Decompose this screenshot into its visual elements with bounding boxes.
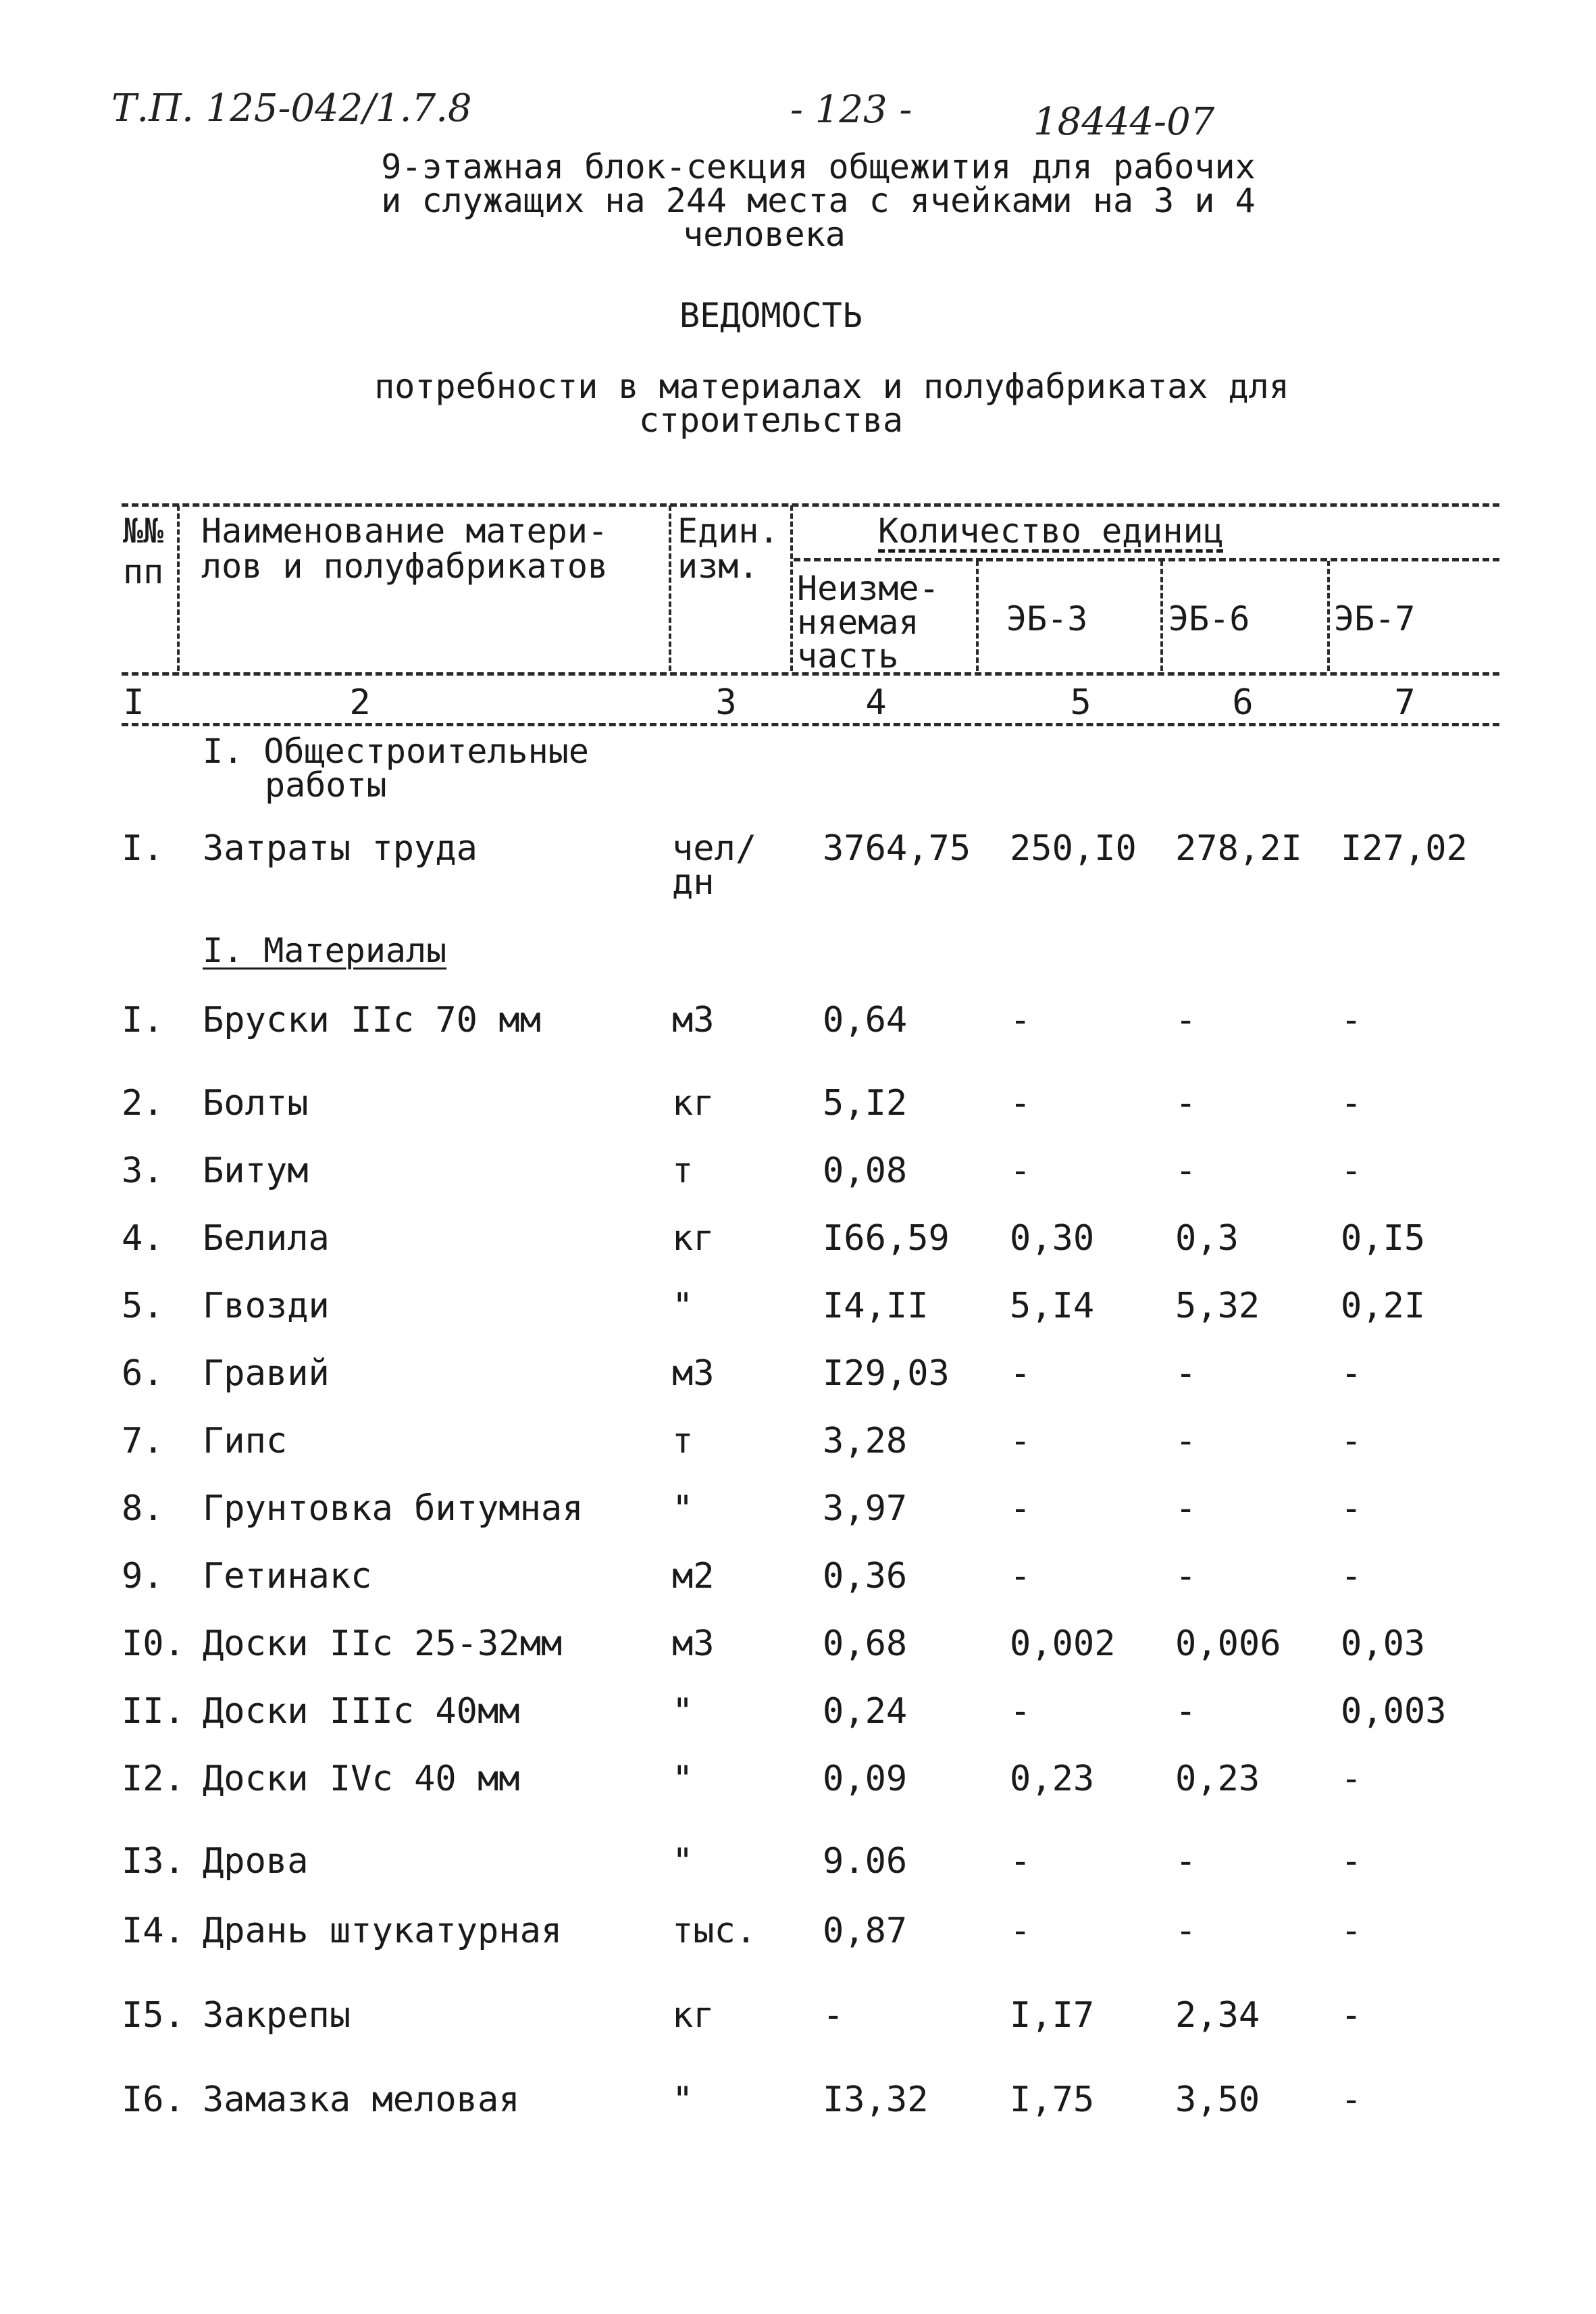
header-bottom-rule [122, 672, 1499, 676]
header-col4-line-1: Неизме- [797, 569, 939, 608]
row-number: I2. [122, 1759, 185, 1799]
row-value-eb3: I,75 [1010, 2080, 1095, 2120]
labor-row-unit-line-2: дн [672, 862, 715, 903]
row-value-eb7: - [1341, 1911, 1362, 1951]
row-value-eb7: - [1341, 2080, 1362, 2120]
row-number: 5. [122, 1286, 164, 1326]
column-number-5: 5 [1070, 682, 1091, 723]
header-col6-eb6: ЭБ-6 [1168, 599, 1250, 638]
header-num-line-2: пп [123, 552, 164, 591]
row-number: I4. [122, 1911, 185, 1951]
header-unit-line-1: Един. [677, 511, 779, 551]
row-value-fixed: 9.06 [823, 1841, 908, 1882]
row-value-fixed: I3,32 [823, 2080, 929, 2120]
row-value-eb3: - [1010, 1556, 1031, 1596]
row-material-name: Доски IIс 25-32мм [203, 1624, 563, 1664]
row-value-eb3: - [1010, 1421, 1031, 1461]
row-value-eb3: 0,30 [1010, 1218, 1095, 1259]
column-numbers-rule [122, 723, 1499, 726]
row-value-fixed: 0,68 [823, 1624, 908, 1664]
row-unit: м2 [672, 1556, 715, 1596]
labor-row-value-eb7: I27,02 [1341, 828, 1468, 869]
row-value-eb6: - [1175, 1151, 1197, 1191]
row-value-eb6: 0,23 [1175, 1759, 1260, 1799]
header-col-divider-1 [177, 505, 180, 671]
row-material-name: Гипс [203, 1421, 288, 1461]
row-material-name: Гвозди [203, 1286, 330, 1326]
row-unit: " [672, 2080, 694, 2120]
row-unit: " [672, 1841, 694, 1882]
row-number: I0. [122, 1624, 185, 1664]
row-value-eb3: - [1010, 1488, 1031, 1529]
header-quantity-group: Количество единиц [878, 511, 1224, 551]
row-value-eb7: - [1341, 1759, 1362, 1799]
labor-row-value-eb6: 278,2I [1175, 828, 1302, 869]
header-name-line-2: лов и полуфабрикатов [201, 547, 609, 586]
subtitle-line-1: потребности в материалах и полуфабрикатах для [374, 367, 1289, 406]
row-value-eb6: - [1175, 1556, 1197, 1596]
row-material-name: Доски IVс 40 мм [203, 1759, 520, 1799]
row-value-fixed: 3,97 [823, 1488, 908, 1529]
heading-line-1: 9-этажная блок-секция общежития для рабочих [381, 147, 1256, 186]
row-value-eb3: I,I7 [1010, 1995, 1095, 2036]
row-number: 9. [122, 1556, 164, 1596]
heading-line-3: человека [683, 215, 846, 254]
labor-row-value-fixed: 3764,75 [823, 828, 971, 869]
row-number: II. [122, 1691, 185, 1732]
row-value-eb3: - [1010, 1353, 1031, 1394]
row-value-eb6: - [1175, 1911, 1197, 1951]
row-unit: " [672, 1488, 694, 1529]
row-material-name: Гравий [203, 1353, 330, 1394]
row-value-eb6: - [1175, 1083, 1197, 1124]
row-value-eb7: - [1341, 1000, 1362, 1040]
row-value-eb7: - [1341, 1421, 1362, 1461]
row-unit: т [672, 1151, 694, 1191]
row-unit: кг [672, 1218, 715, 1259]
row-value-eb3: - [1010, 1691, 1031, 1732]
row-number: 2. [122, 1083, 164, 1124]
row-value-eb3: - [1010, 1911, 1031, 1951]
row-number: 7. [122, 1421, 164, 1461]
row-value-eb3: 0,23 [1010, 1759, 1095, 1799]
row-number: I5. [122, 1995, 185, 2036]
row-unit: " [672, 1286, 694, 1326]
row-value-eb6: 3,50 [1175, 2080, 1260, 2120]
row-unit: кг [672, 1083, 715, 1124]
subtitle-line-2: строительства [638, 401, 904, 440]
row-value-eb3: - [1010, 1083, 1031, 1124]
section-materials: I. Материалы [203, 931, 447, 970]
row-value-eb7: 0,003 [1341, 1691, 1447, 1732]
header-col-divider-4 [976, 561, 979, 671]
document-title: ВЕДОМОСТЬ [679, 296, 863, 335]
row-value-eb3: - [1010, 1151, 1031, 1191]
row-value-eb6: - [1175, 1841, 1197, 1882]
section-general-works-line-1: I. Общестроительные [203, 732, 589, 771]
row-material-name: Болты [203, 1083, 309, 1124]
column-number-1: I [123, 682, 145, 723]
row-value-fixed: - [823, 1995, 844, 2036]
header-col5-eb3: ЭБ-3 [1006, 599, 1088, 638]
row-number: 8. [122, 1488, 164, 1529]
row-value-eb3: - [1010, 1000, 1031, 1040]
header-col4-line-3: часть [797, 636, 899, 676]
row-number: I6. [122, 2080, 185, 2120]
row-value-eb6: - [1175, 1691, 1197, 1732]
row-unit: м3 [672, 1353, 715, 1394]
row-unit: " [672, 1691, 694, 1732]
row-value-eb6: 0,3 [1175, 1218, 1239, 1259]
header-col-divider-5 [1160, 561, 1163, 671]
column-number-7: 7 [1394, 682, 1416, 723]
registration-number-mark: 18444-07 [1033, 100, 1215, 144]
row-number: 6. [122, 1353, 164, 1394]
row-number: I. [122, 1000, 164, 1040]
row-value-eb7: 0,03 [1341, 1624, 1426, 1664]
row-unit: м3 [672, 1624, 715, 1664]
row-value-fixed: I29,03 [823, 1353, 950, 1394]
row-material-name: Битум [203, 1151, 309, 1191]
row-value-fixed: I66,59 [823, 1218, 950, 1259]
row-unit: кг [672, 1995, 715, 2036]
row-value-eb6: 0,006 [1175, 1624, 1281, 1664]
column-number-3: 3 [715, 682, 737, 723]
row-value-fixed: 0,87 [823, 1911, 908, 1951]
row-value-fixed: 0,08 [823, 1151, 908, 1191]
header-name-line-1: Наименование матери- [201, 511, 609, 551]
row-unit: тыс. [672, 1911, 757, 1951]
header-top-rule [122, 503, 1499, 507]
row-value-fixed: I4,II [823, 1286, 929, 1326]
row-value-fixed: 0,36 [823, 1556, 908, 1596]
row-number: 3. [122, 1151, 164, 1191]
column-number-2: 2 [349, 682, 371, 723]
row-value-eb3: 5,I4 [1010, 1286, 1095, 1326]
column-number-4: 4 [865, 682, 887, 723]
row-unit: м3 [672, 1000, 715, 1040]
labor-row-number: I. [122, 828, 164, 869]
row-value-eb3: - [1010, 1841, 1031, 1882]
labor-row-value-eb3: 250,I0 [1010, 828, 1137, 869]
heading-line-2: и служащих на 244 места с ячейками на 3 и 4 [381, 181, 1256, 220]
row-value-eb7: - [1341, 1556, 1362, 1596]
header-col4-line-2: няемая [797, 603, 919, 642]
labor-row-unit-line-1: чел/ [672, 828, 757, 869]
document-code-mark: Т.П. 125-042/1.7.8 [111, 86, 472, 130]
page-number-mark: - 123 - [790, 88, 912, 132]
row-material-name: Грунтовка битумная [203, 1488, 584, 1529]
header-num-line-1: №№ [123, 511, 164, 551]
row-material-name: Гетинакс [203, 1556, 372, 1596]
row-value-fixed: 3,28 [823, 1421, 908, 1461]
row-number: I3. [122, 1841, 185, 1882]
row-material-name: Дрань штукатурная [203, 1911, 563, 1951]
row-value-eb6: - [1175, 1353, 1197, 1394]
row-number: 4. [122, 1218, 164, 1259]
row-value-fixed: 0,09 [823, 1759, 908, 1799]
row-material-name: Закрепы [203, 1995, 351, 2036]
row-value-eb7: - [1341, 1151, 1362, 1191]
row-value-eb3: 0,002 [1010, 1624, 1116, 1664]
row-unit: т [672, 1421, 694, 1461]
row-value-fixed: 0,64 [823, 1000, 908, 1040]
row-material-name: Дрова [203, 1841, 309, 1882]
row-value-eb6: 5,32 [1175, 1286, 1260, 1326]
row-value-fixed: 0,24 [823, 1691, 908, 1732]
header-col-divider-3 [790, 505, 793, 671]
row-unit: " [672, 1759, 694, 1799]
row-value-eb7: - [1341, 1353, 1362, 1394]
row-value-eb6: - [1175, 1000, 1197, 1040]
row-value-eb7: 0,2I [1341, 1286, 1426, 1326]
header-col-divider-2 [669, 505, 671, 671]
column-number-6: 6 [1232, 682, 1254, 723]
row-value-eb6: 2,34 [1175, 1995, 1260, 2036]
row-value-eb6: - [1175, 1488, 1197, 1529]
row-value-fixed: 5,I2 [823, 1083, 908, 1124]
header-quantity-rule [794, 558, 1499, 561]
header-col-divider-6 [1327, 561, 1330, 671]
row-value-eb6: - [1175, 1421, 1197, 1461]
row-value-eb7: 0,I5 [1341, 1218, 1426, 1259]
header-unit-line-2: изм. [677, 547, 759, 586]
row-value-eb7: - [1341, 1083, 1362, 1124]
row-material-name: Бруски IIс 70 мм [203, 1000, 541, 1040]
labor-row-name: Затраты труда [203, 828, 478, 869]
section-general-works-line-2: работы [265, 765, 387, 805]
header-col7-eb7: ЭБ-7 [1334, 599, 1416, 638]
row-value-eb7: - [1341, 1841, 1362, 1882]
row-value-eb7: - [1341, 1488, 1362, 1529]
row-value-eb7: - [1341, 1995, 1362, 2036]
row-material-name: Замазка меловая [203, 2080, 520, 2120]
row-material-name: Белила [203, 1218, 330, 1259]
row-material-name: Доски IIIс 40мм [203, 1691, 520, 1732]
